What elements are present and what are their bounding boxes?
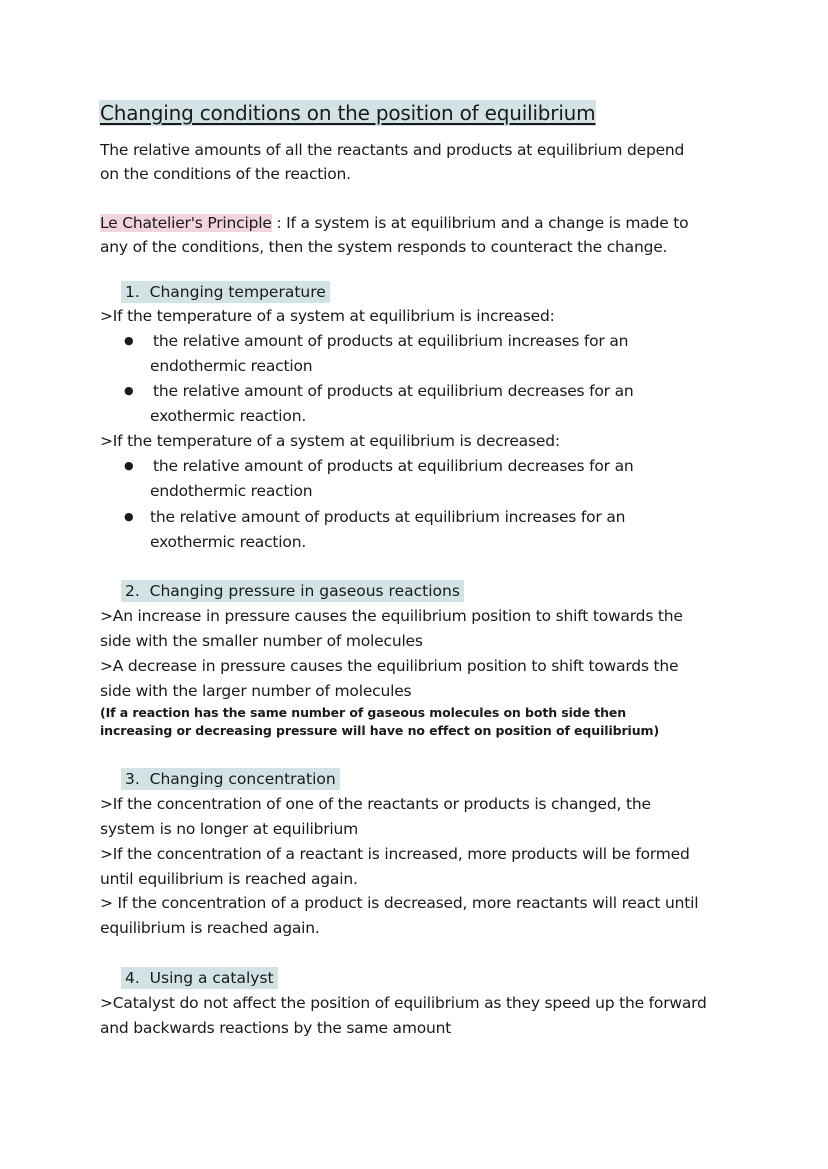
section-heading-temperature: 1. Changing temperature bbox=[121, 281, 330, 303]
list-item: exothermic reaction. bbox=[150, 407, 307, 425]
pressure-line: side with the larger number of molecules bbox=[100, 682, 412, 700]
catalyst-line: >Catalyst do not affect the position of equilibrium as they speed up the forward bbox=[100, 994, 707, 1012]
section-heading-pressure: 2. Changing pressure in gaseous reactions bbox=[121, 580, 464, 602]
intro-line: on the conditions of the reaction. bbox=[100, 165, 351, 183]
catalyst-line: and backwards reactions by the same amount bbox=[100, 1019, 452, 1037]
list-item: the relative amount of products at equilibrium increases for an bbox=[150, 508, 626, 526]
concentration-line: > If the concentration of a product is decreased, more reactants will react until bbox=[100, 894, 699, 912]
section-heading-concentration: 3. Changing concentration bbox=[121, 768, 340, 790]
list-item: endothermic reaction bbox=[150, 357, 313, 375]
pressure-line: >An increase in pressure causes the equilibrium position to shift towards the bbox=[100, 607, 683, 625]
pressure-line: side with the smaller number of molecules bbox=[100, 632, 423, 650]
page-title: Changing conditions on the position of equilibrium bbox=[100, 101, 596, 125]
intro-line: The relative amounts of all the reactants and products at equilibrium depend bbox=[100, 141, 685, 159]
principle-text: : If a system is at equilibrium and a change is made to bbox=[271, 214, 689, 232]
list-item: the relative amount of products at equilibrium decreases for an bbox=[153, 382, 634, 400]
temp-increase-intro: >If the temperature of a system at equilibrium is increased: bbox=[100, 307, 555, 325]
list-item: endothermic reaction bbox=[150, 482, 313, 500]
concentration-line: until equilibrium is reached again. bbox=[100, 870, 358, 888]
bullet-icon: ● bbox=[124, 459, 134, 472]
pressure-note: (If a reaction has the same number of gaseous molecules on both side then bbox=[100, 705, 627, 720]
principle-line bbox=[100, 212, 688, 234]
bullet-icon: ● bbox=[124, 510, 134, 523]
list-item: the relative amount of products at equilibrium increases for an bbox=[153, 332, 629, 350]
temp-decrease-intro: >If the temperature of a system at equilibrium is decreased: bbox=[100, 432, 560, 450]
list-item: exothermic reaction. bbox=[150, 533, 307, 551]
concentration-line: >If the concentration of a reactant is increased, more products will be formed bbox=[100, 845, 690, 863]
pressure-line: >A decrease in pressure causes the equilibrium position to shift towards the bbox=[100, 657, 679, 675]
principle-term: Le Chatelier's Principle bbox=[100, 214, 272, 232]
section-heading-catalyst: 4. Using a catalyst bbox=[121, 967, 278, 989]
bullet-icon: ● bbox=[124, 334, 134, 347]
concentration-line: system is no longer at equilibrium bbox=[100, 820, 359, 838]
list-item: the relative amount of products at equilibrium decreases for an bbox=[153, 457, 634, 475]
concentration-line: equilibrium is reached again. bbox=[100, 919, 320, 937]
concentration-line: >If the concentration of one of the reactants or products is changed, the bbox=[100, 795, 651, 813]
principle-line: any of the conditions, then the system responds to counteract the change. bbox=[100, 238, 668, 256]
bullet-icon: ● bbox=[124, 384, 134, 397]
pressure-note: increasing or decreasing pressure will have no effect on position of equilibrium) bbox=[100, 723, 660, 738]
